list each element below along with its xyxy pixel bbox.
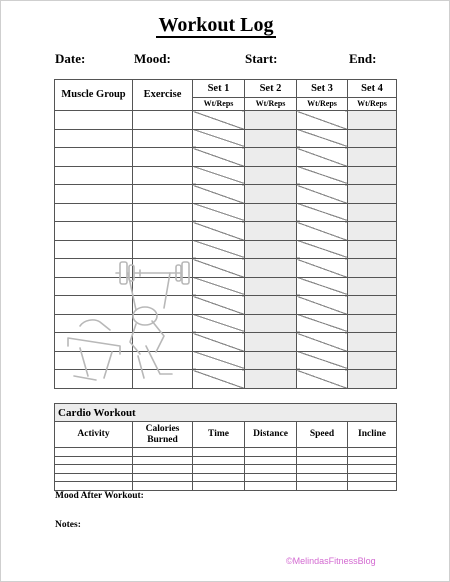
time-cell[interactable]	[193, 473, 245, 482]
cardio-title-row	[55, 404, 397, 422]
set-3-cell[interactable]	[297, 240, 348, 259]
set-3-cell[interactable]	[297, 333, 348, 352]
time-cell[interactable]	[193, 482, 245, 491]
set-3-cell[interactable]	[297, 351, 348, 370]
time-cell[interactable]	[193, 465, 245, 474]
set-4-cell[interactable]	[348, 277, 397, 296]
date-label: Date:	[55, 51, 86, 66]
col-muscle-group: Muscle Group	[55, 80, 133, 111]
muscle-group-cell[interactable]	[55, 222, 133, 241]
set-4-cell[interactable]	[348, 370, 397, 389]
set-1-cell[interactable]	[193, 148, 245, 167]
calories-cell[interactable]	[133, 448, 193, 457]
set-2-cell[interactable]	[245, 259, 297, 278]
exercise-cell[interactable]	[133, 111, 193, 130]
cardio-workout-title: Cardio Workout	[55, 404, 397, 422]
set-3-cell[interactable]	[297, 185, 348, 204]
exercise-cell[interactable]	[133, 148, 193, 167]
activity-cell[interactable]	[55, 448, 133, 457]
set-2-cell[interactable]	[245, 166, 297, 185]
set-3-cell[interactable]	[297, 314, 348, 333]
set-4-cell[interactable]	[348, 296, 397, 315]
start-label: Start:	[245, 51, 278, 66]
set-4-cell[interactable]	[348, 314, 397, 333]
distance-cell[interactable]	[245, 456, 297, 465]
activity-cell[interactable]	[55, 473, 133, 482]
speed-cell[interactable]	[297, 456, 348, 465]
col-distance: Distance	[245, 422, 297, 448]
set-3-cell[interactable]	[297, 148, 348, 167]
set-2-cell[interactable]	[245, 111, 297, 130]
set-2-cell[interactable]	[245, 148, 297, 167]
exercise-cell[interactable]	[133, 222, 193, 241]
muscle-group-cell[interactable]	[55, 166, 133, 185]
log-row	[55, 166, 397, 185]
set-3-cell[interactable]	[297, 296, 348, 315]
time-cell[interactable]	[193, 448, 245, 457]
mood-after-workout-label: Mood After Workout:	[55, 491, 144, 501]
set-3-cell[interactable]	[297, 277, 348, 296]
col-incline: Incline	[348, 422, 397, 448]
set-2-cell[interactable]	[245, 314, 297, 333]
speed-cell[interactable]	[297, 448, 348, 457]
set-1-cell[interactable]	[193, 333, 245, 352]
set-1-cell[interactable]	[193, 185, 245, 204]
incline-cell[interactable]	[348, 482, 397, 491]
set-3-cell[interactable]	[297, 111, 348, 130]
exercise-cell[interactable]	[133, 166, 193, 185]
mood-label: Mood:	[134, 51, 171, 66]
incline-cell[interactable]	[348, 465, 397, 474]
set-4-cell[interactable]	[348, 222, 397, 241]
set-1-cell[interactable]	[193, 240, 245, 259]
set-2-cell[interactable]	[245, 185, 297, 204]
wt-reps-label: Wt/Reps	[193, 98, 245, 111]
set-1-cell[interactable]	[193, 296, 245, 315]
set-2-cell[interactable]	[245, 296, 297, 315]
set-1-cell[interactable]	[193, 277, 245, 296]
speed-cell[interactable]	[297, 473, 348, 482]
set-1-cell[interactable]	[193, 351, 245, 370]
speed-cell[interactable]	[297, 482, 348, 491]
col-exercise: Exercise	[133, 80, 193, 111]
set-1-cell[interactable]	[193, 166, 245, 185]
col-set-1: Set 1	[193, 80, 245, 98]
incline-cell[interactable]	[348, 448, 397, 457]
wt-reps-label: Wt/Reps	[245, 98, 297, 111]
watermark: ©MelindasFitnessBlog	[286, 556, 376, 566]
col-set-3: Set 3	[297, 80, 348, 98]
set-1-cell[interactable]	[193, 111, 245, 130]
set-4-cell[interactable]	[348, 148, 397, 167]
col-calories-burned: Calories Burned	[133, 422, 193, 448]
set-1-cell[interactable]	[193, 259, 245, 278]
cardio-row	[55, 448, 397, 457]
col-speed: Speed	[297, 422, 348, 448]
set-4-cell[interactable]	[348, 185, 397, 204]
set-2-cell[interactable]	[245, 129, 297, 148]
exercise-cell[interactable]	[133, 129, 193, 148]
distance-cell[interactable]	[245, 473, 297, 482]
calories-cell[interactable]	[133, 456, 193, 465]
set-4-cell[interactable]	[348, 129, 397, 148]
cardio-row	[55, 482, 397, 491]
log-header-row	[55, 80, 397, 98]
set-3-cell[interactable]	[297, 222, 348, 241]
log-row	[55, 111, 397, 130]
set-3-cell[interactable]	[297, 203, 348, 222]
distance-cell[interactable]	[245, 482, 297, 491]
exercise-cell[interactable]	[133, 185, 193, 204]
set-4-cell[interactable]	[348, 351, 397, 370]
cardio-workout-table	[54, 403, 397, 491]
bench-press-icon	[60, 256, 190, 386]
cardio-row	[55, 473, 397, 482]
set-1-cell[interactable]	[193, 222, 245, 241]
calories-cell[interactable]	[133, 473, 193, 482]
set-3-cell[interactable]	[297, 129, 348, 148]
muscle-group-cell[interactable]	[55, 111, 133, 130]
col-set-2: Set 2	[245, 80, 297, 98]
set-4-cell[interactable]	[348, 333, 397, 352]
incline-cell[interactable]	[348, 456, 397, 465]
wt-reps-label: Wt/Reps	[297, 98, 348, 111]
set-1-cell[interactable]	[193, 129, 245, 148]
set-2-cell[interactable]	[245, 203, 297, 222]
log-row	[55, 148, 397, 167]
incline-cell[interactable]	[348, 473, 397, 482]
set-2-cell[interactable]	[245, 240, 297, 259]
activity-cell[interactable]	[55, 456, 133, 465]
set-4-cell[interactable]	[348, 259, 397, 278]
log-row	[55, 185, 397, 204]
calories-cell[interactable]	[133, 465, 193, 474]
speed-cell[interactable]	[297, 465, 348, 474]
set-4-cell[interactable]	[348, 166, 397, 185]
muscle-group-cell[interactable]	[55, 148, 133, 167]
set-2-cell[interactable]	[245, 222, 297, 241]
muscle-group-cell[interactable]	[55, 129, 133, 148]
exercise-cell[interactable]	[133, 203, 193, 222]
log-row	[55, 129, 397, 148]
col-time: Time	[193, 422, 245, 448]
cardio-header-row	[55, 422, 397, 448]
col-activity: Activity	[55, 422, 133, 448]
set-2-cell[interactable]	[245, 370, 297, 389]
notes-label: Notes:	[55, 520, 81, 530]
calories-cell[interactable]	[133, 482, 193, 491]
set-3-cell[interactable]	[297, 166, 348, 185]
time-cell[interactable]	[193, 456, 245, 465]
wt-reps-label: Wt/Reps	[348, 98, 397, 111]
distance-cell[interactable]	[245, 465, 297, 474]
muscle-group-cell[interactable]	[55, 203, 133, 222]
muscle-group-cell[interactable]	[55, 185, 133, 204]
page-title: Workout Log	[158, 14, 274, 36]
cardio-body	[55, 448, 397, 491]
set-4-cell[interactable]	[348, 203, 397, 222]
set-4-cell[interactable]	[348, 240, 397, 259]
end-label: End:	[349, 51, 377, 66]
cardio-row	[55, 465, 397, 474]
set-1-cell[interactable]	[193, 203, 245, 222]
cardio-row	[55, 456, 397, 465]
set-2-cell[interactable]	[245, 351, 297, 370]
activity-cell[interactable]	[55, 465, 133, 474]
set-2-cell[interactable]	[245, 333, 297, 352]
set-3-cell[interactable]	[297, 259, 348, 278]
activity-cell[interactable]	[55, 482, 133, 491]
log-row	[55, 222, 397, 241]
set-3-cell[interactable]	[297, 370, 348, 389]
set-4-cell[interactable]	[348, 111, 397, 130]
set-1-cell[interactable]	[193, 314, 245, 333]
set-2-cell[interactable]	[245, 277, 297, 296]
distance-cell[interactable]	[245, 448, 297, 457]
log-row	[55, 203, 397, 222]
set-1-cell[interactable]	[193, 370, 245, 389]
col-set-4: Set 4	[348, 80, 397, 98]
